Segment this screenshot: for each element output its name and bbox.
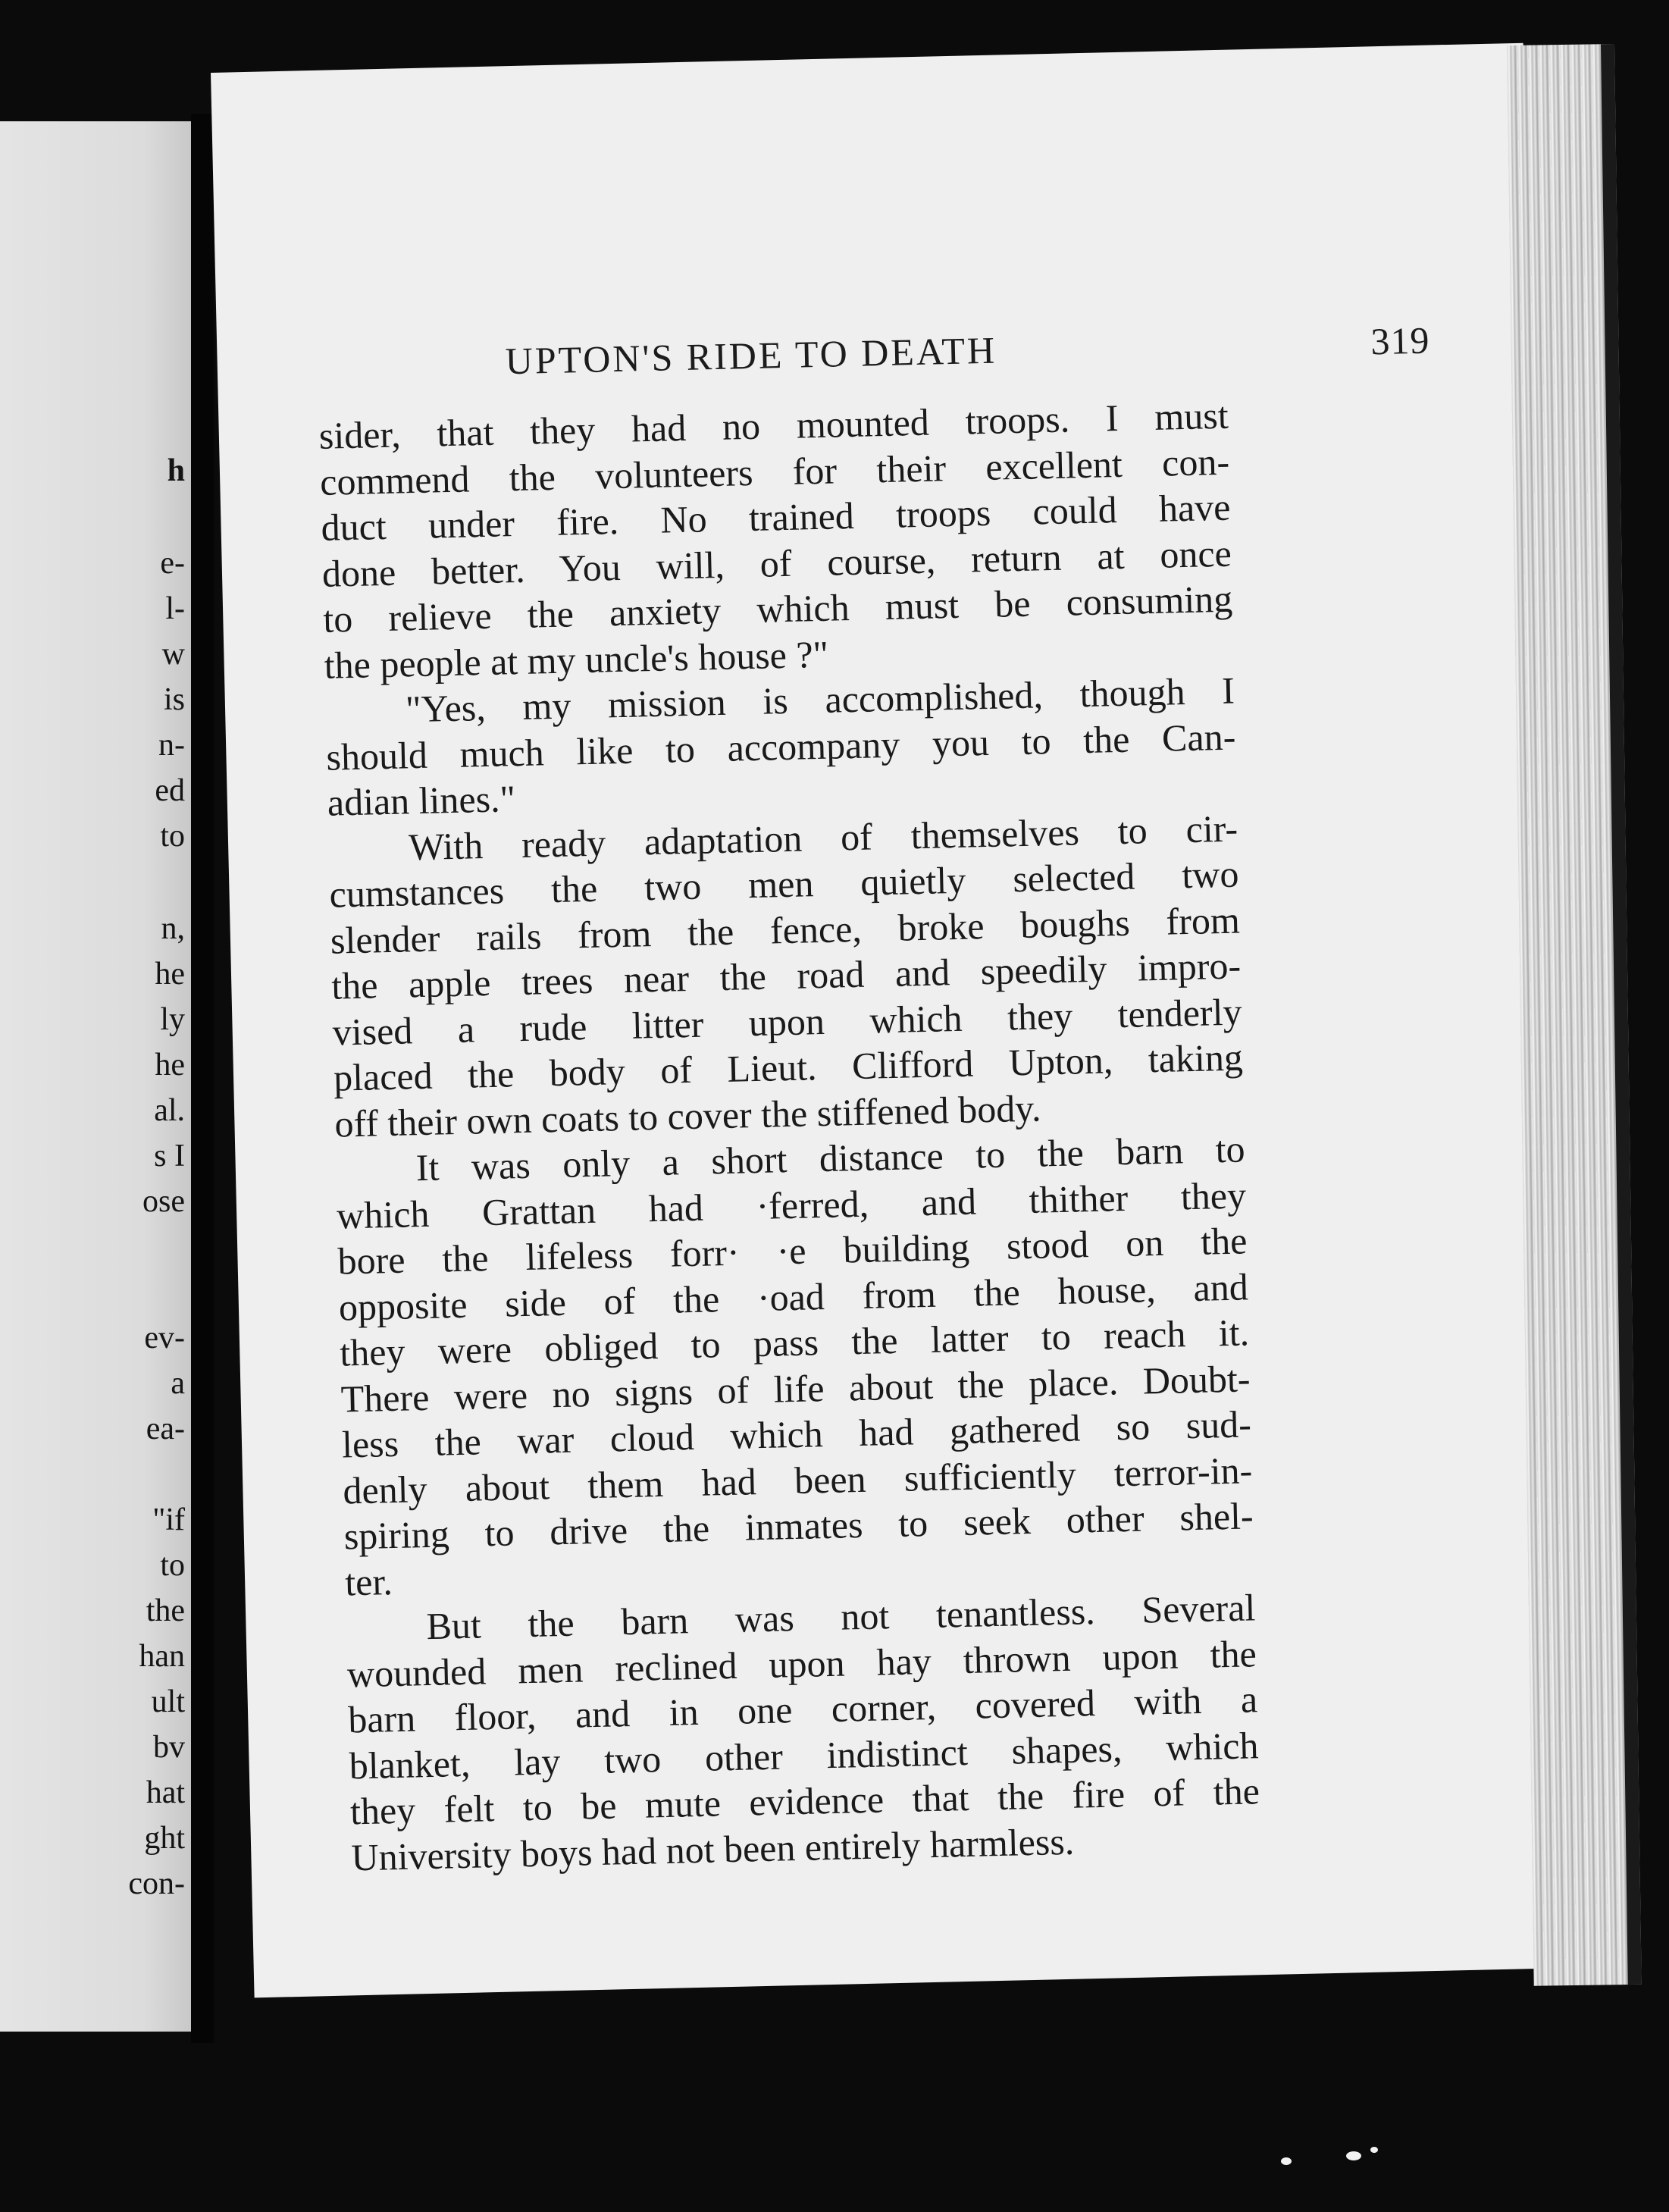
left-page-line-fragment: to: [160, 1548, 185, 1583]
text-line: barn floor, and in one corner, covered with a: [347, 1678, 1258, 1741]
left-page-line-fragment: "if: [152, 1502, 185, 1537]
left-page-line-fragment: s I: [154, 1139, 185, 1173]
text-line: they felt to be mute evidence that the fire of the: [349, 1769, 1260, 1833]
text-line: sider, that they had no mounted troops. I must: [318, 393, 1229, 457]
left-page-line-fragment: con-: [128, 1866, 185, 1901]
left-page-line-fragment: ght: [144, 1821, 185, 1856]
text-line: slender rails from the fence, broke boughs from: [330, 898, 1241, 962]
text-line: done better. You will, of course, return at once: [321, 531, 1232, 595]
text-line: they were obliged to pass the latter to reach it.: [339, 1311, 1250, 1374]
text-line: With ready adaptation of themselves to cir-: [408, 807, 1238, 868]
left-page-line-fragment: n-: [158, 728, 185, 763]
text-line: less the war cloud which had gathered so sud-: [341, 1402, 1252, 1466]
left-page-line-fragment: l-: [165, 591, 185, 626]
text-line: University boys had not been entirely harmless.: [350, 1819, 1075, 1878]
text-line: placed the body of Lieut. Clifford Upton, taking: [333, 1036, 1244, 1099]
left-page-line-fragment: a: [171, 1366, 185, 1401]
text-line: ter.: [344, 1559, 393, 1603]
book-gutter: [191, 114, 214, 2043]
scan-speck: [1346, 2151, 1361, 2160]
text-line: duct under fire. No trained troops could have: [321, 485, 1231, 549]
text-line: cumstances the two men quietly selected two: [328, 852, 1239, 916]
text-line: which Grattan had ·ferred, and thither they: [336, 1173, 1247, 1237]
text-line: denly about them had been sufficiently terror-in-: [342, 1448, 1253, 1512]
text-line: should much like to accompany you to the Can-: [325, 715, 1236, 779]
text-line: But the barn was not tenantless. Several: [425, 1586, 1256, 1648]
left-page-line-fragment: ea-: [146, 1411, 185, 1446]
page-number: 319: [1370, 318, 1431, 363]
left-page-line-fragment: al.: [154, 1093, 185, 1128]
left-page-line-fragment: bv: [153, 1730, 185, 1765]
text-line: spiring to drive the inmates to seek other shel-: [343, 1494, 1254, 1558]
text-line: bore the lifeless forr· ·e building stood on the: [337, 1219, 1248, 1283]
scan-speck: [1370, 2147, 1378, 2153]
left-page-line-fragment: e-: [160, 546, 185, 581]
left-page-line-fragment: ev-: [144, 1321, 185, 1355]
left-page-line-fragment: he: [155, 1048, 185, 1083]
left-page-line-fragment: ly: [160, 1002, 185, 1037]
body-text: [318, 393, 1261, 1881]
left-page-line-fragment: to: [160, 819, 185, 854]
text-line: There were no signs of life about the place. Doubt-: [340, 1356, 1251, 1421]
text-line: It was only a short distance to the barn to: [415, 1127, 1246, 1189]
left-page-line-fragment: is: [163, 682, 185, 717]
left-page-line-fragment: the: [146, 1593, 185, 1628]
text-line: commend the volunteers for their excellent con-: [319, 440, 1230, 503]
text-line: to relieve the anxiety which must be consuming: [322, 577, 1233, 641]
left-page-line-fragment: ed: [155, 773, 185, 808]
scan-speck: [1281, 2157, 1292, 2165]
text-line: the apple trees near the road and speedily impro-: [330, 944, 1242, 1007]
left-page-line-fragment: ose: [142, 1184, 185, 1219]
left-page-line-fragment: n,: [161, 911, 185, 946]
text-line: wounded men reclined upon hay thrown upon the: [346, 1631, 1257, 1695]
left-page-line-fragment: hat: [146, 1775, 185, 1810]
text-line: vised a rude litter upon which they tenderly: [332, 989, 1243, 1054]
left-page-line-fragment: he: [155, 957, 185, 992]
text-line: "Yes, my mission is accomplished, though I: [405, 669, 1235, 731]
text-line: opposite side of the ·oad from the house, and: [338, 1264, 1249, 1329]
previous-page-fragment: [0, 121, 191, 2032]
text-line: the people at my uncle's house ?": [324, 632, 829, 687]
left-page-line-fragment: ult: [151, 1684, 185, 1719]
page-header: [505, 318, 1430, 393]
left-page-line-fragment: han: [139, 1639, 185, 1674]
text-line: off their own coats to cover the stiffened body.: [333, 1086, 1042, 1145]
text-line: blanket, lay two other indistinct shapes, which: [349, 1723, 1260, 1787]
left-page-line-fragment: h: [167, 453, 185, 488]
left-page-line-fragment: w: [161, 637, 185, 672]
running-head: UPTON'S RIDE TO DEATH: [505, 328, 997, 383]
text-line: adian lines.": [327, 777, 516, 824]
book-page: [211, 43, 1567, 1998]
